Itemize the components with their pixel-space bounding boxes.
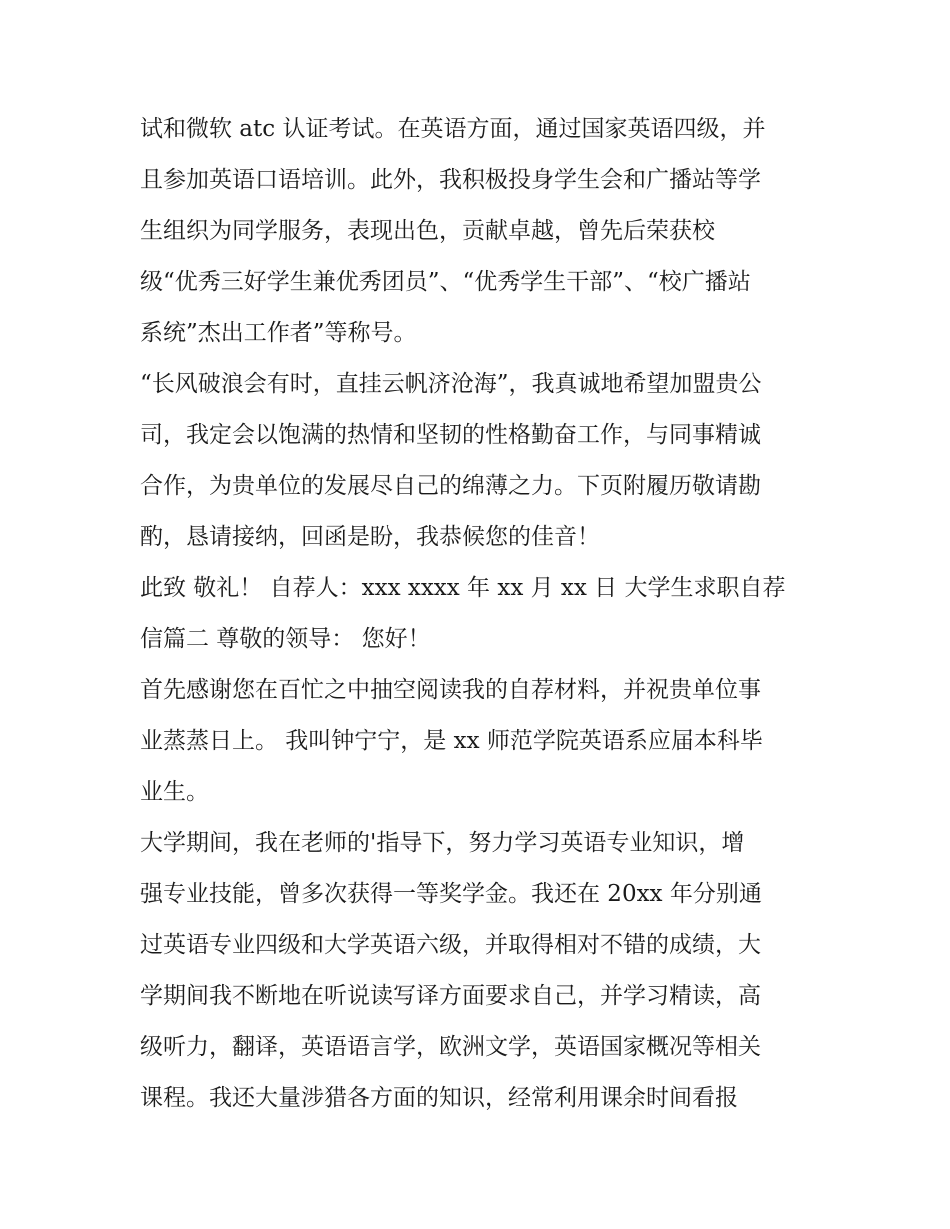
text-line: 试和微软 atc 认证考试。在英语方面，通过国家英语四级，并 <box>140 116 766 142</box>
text-line: 首先感谢您在百忙之中抽空阅读我的自荐材料，并祝贵单位事 <box>140 677 761 703</box>
text-line: 此致 敬礼！ 自荐人：xxx xxxx 年 xx 月 xx 日 大学生求职自荐 <box>140 575 786 601</box>
text-line: “长风破浪会有时，直挂云帆济沧海”，我真诚地希望加盟贵公 <box>140 371 762 397</box>
text-line: 强专业技能，曾多次获得一等奖学金。我还在 20xx 年分别通 <box>140 881 762 907</box>
text-line: 级“优秀三好学生兼优秀团员”、“优秀学生干部”、“校广播站 <box>140 269 751 295</box>
body-text <box>140 104 830 1124</box>
text-line: 级听力，翻译，英语语言学，欧洲文学，英语国家概况等相关 <box>140 1034 761 1060</box>
text-line: 且参加英语口语培训。此外，我积极投身学生会和广播站等学 <box>140 167 761 193</box>
text-line: 业蒸蒸日上。 我叫钟宁宁，是 xx 师范学院英语系应届本科毕 <box>140 728 763 754</box>
text-line: 过英语专业四级和大学英语六级，并取得相对不错的成绩，大 <box>140 932 761 958</box>
text-line: 酌，恳请接纳，回函是盼，我恭候您的佳音！ <box>140 524 600 550</box>
text-line: 课程。我还大量涉猎各方面的知识，经常利用课余时间看报 <box>140 1085 738 1111</box>
text-line: 司，我定会以饱满的热情和坚韧的性格勤奋工作，与同事精诚 <box>140 422 761 448</box>
text-line: 系统”杰出工作者”等称号。 <box>140 320 417 346</box>
text-line: 业生。 <box>140 779 209 805</box>
text-line: 合作，为贵单位的发展尽自己的绵薄之力。下页附履历敬请勘 <box>140 473 761 499</box>
text-line: 信篇二 尊敬的领导： 您好！ <box>140 626 431 652</box>
text-line: 大学期间，我在老师的'指导下，努力学习英语专业知识，增 <box>140 830 745 856</box>
text-line: 生组织为同学服务，表现出色，贡献卓越，曾先后荣获校 <box>140 218 715 244</box>
text-line: 学期间我不断地在听说读写译方面要求自己，并学习精读，高 <box>140 983 761 1009</box>
